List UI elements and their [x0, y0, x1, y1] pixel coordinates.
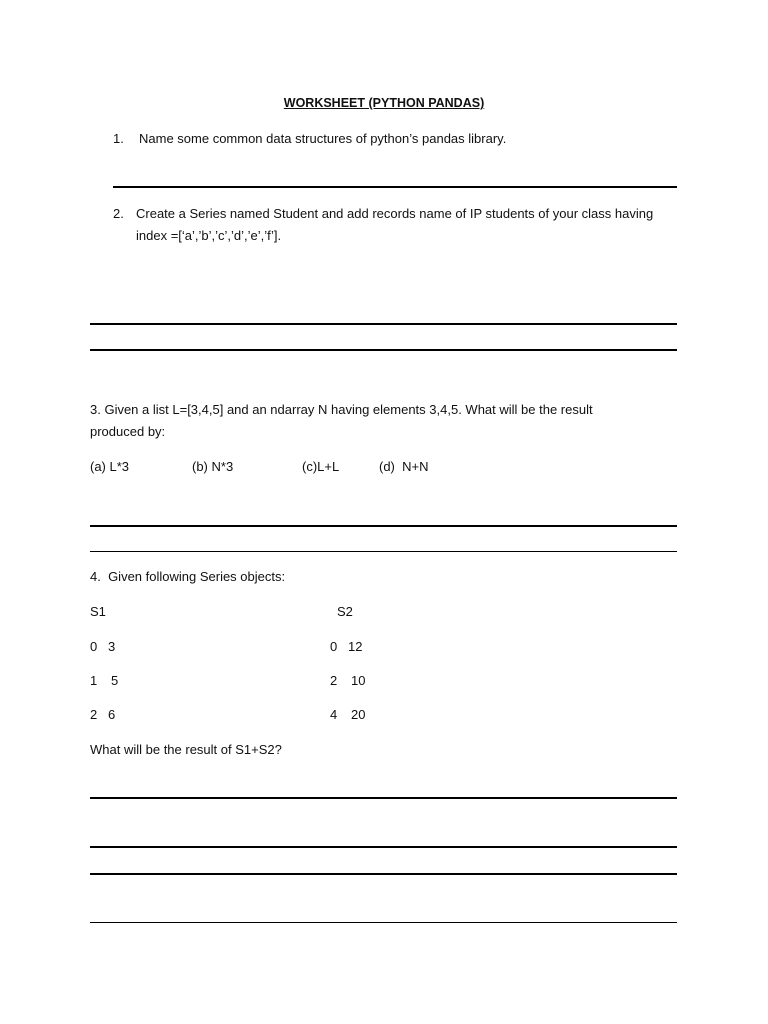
series-s2-label: S2	[337, 604, 353, 619]
answer-line	[90, 349, 677, 351]
s1-row-value: 3	[108, 639, 116, 654]
answer-line	[90, 846, 677, 848]
s1-row-value: 5	[111, 673, 119, 688]
s2-row-value: 10	[351, 673, 366, 688]
q4-question: What will be the result of S1+S2?	[90, 742, 282, 757]
s1-row-value: 6	[108, 707, 116, 722]
q3-text-line1: 3. Given a list L=[3,4,5] and an ndarray N having elements 3,4,5. What will be the result	[90, 402, 593, 417]
worksheet-title: WORKSHEET (PYTHON PANDAS)	[283, 96, 485, 110]
q2-text-line2: index =[‘a’,’b’,’c’,’d’,’e’,’f’].	[136, 228, 282, 243]
series-s1-label: S1	[90, 604, 106, 619]
answer-line	[90, 323, 677, 325]
q1-text: Name some common data structures of python’s pandas library.	[139, 131, 507, 146]
s2-row-value: 20	[351, 707, 366, 722]
q2-number: 2.	[113, 206, 124, 221]
q2-text-line1: Create a Series named Student and add records name of IP students of your class having	[136, 206, 654, 221]
s2-row-index: 4	[330, 707, 338, 722]
q3-option-c: (c)L+L	[302, 459, 340, 474]
s2-row-index: 2	[330, 673, 338, 688]
q4-intro: 4. Given following Series objects:	[90, 569, 286, 584]
q3-option-d: (d) N+N	[379, 459, 429, 474]
answer-line	[90, 525, 677, 527]
s2-row-index: 0	[330, 639, 338, 654]
q3-text-line2: produced by:	[90, 424, 166, 439]
s2-row-value: 12	[348, 639, 363, 654]
answer-line	[113, 186, 677, 188]
s1-row-index: 2	[90, 707, 98, 722]
answer-line	[90, 873, 677, 875]
q3-option-a: (a) L*3	[90, 459, 130, 474]
s1-row-index: 1	[90, 673, 98, 688]
answer-line	[90, 551, 677, 552]
answer-line	[90, 922, 677, 923]
answer-line	[90, 797, 677, 799]
s1-row-index: 0	[90, 639, 98, 654]
q1-number: 1.	[113, 131, 124, 146]
q3-option-b: (b) N*3	[192, 459, 234, 474]
